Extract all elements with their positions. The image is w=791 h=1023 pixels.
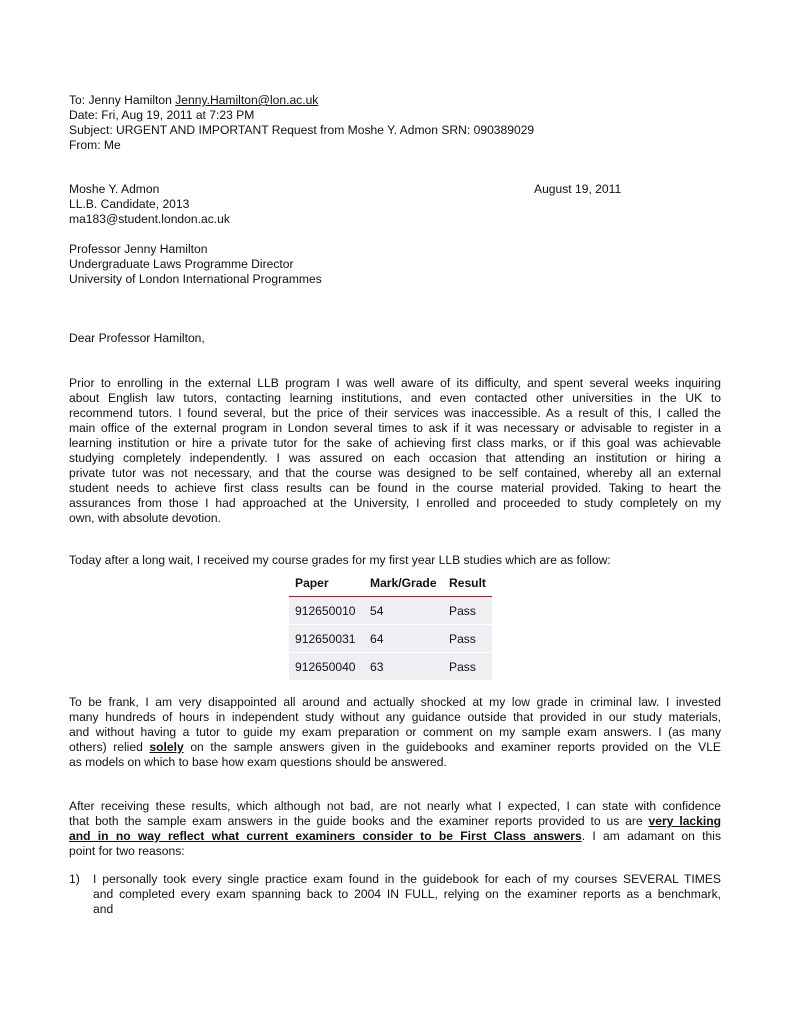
table-row xyxy=(289,653,492,681)
p3-line: To be frank, I am very disappointed all around and actually shocked at my low grade in criminal law. I invested xyxy=(69,695,721,709)
paper-cell: 912650040 xyxy=(289,653,364,681)
subject-header: Subject: URGENT AND IMPORTANT Request from Moshe Y. Admon SRN: 090389029 xyxy=(69,123,535,137)
table-row xyxy=(289,597,492,625)
p1-line: recommend tutors. I found several, but the price of their services was inaccessible. As a result of this, I called the xyxy=(69,406,721,420)
mark-cell: 54 xyxy=(364,597,443,625)
p3-text: others) relied xyxy=(69,740,150,754)
to-email-link[interactable]: Jenny.Hamilton@lon.ac.uk xyxy=(175,93,319,107)
sender-block xyxy=(69,182,721,227)
sender-degree: LL.B. Candidate, 2013 xyxy=(69,197,190,211)
p1-line: private tutor was not necessary, and that the course was designed to be self contained, whereby all an external xyxy=(69,466,721,480)
to-label: To: Jenny Hamilton xyxy=(69,93,176,107)
p1-line: student needs to achieve first class results can be found in the course material provided. Taking to heart the xyxy=(69,481,721,495)
mark-cell: 63 xyxy=(364,653,443,681)
p4-line: point for two reasons: xyxy=(69,844,185,858)
p1-line: main office of the external program in London several times to ask if it was necessary or advisable to register in a xyxy=(69,421,721,435)
list-number: 1) xyxy=(69,872,80,886)
grades-table xyxy=(289,569,492,681)
p4-line xyxy=(69,829,721,844)
p4-line: After receiving these results, which although not bad, are not nearly what I expected, I can state with confidence xyxy=(69,799,721,813)
result-cell: Pass xyxy=(443,625,492,653)
p1-line: studying completely independently. I was assured on each occasion that attending an institution or hiring a xyxy=(69,451,721,465)
p3-line: as models on which to base how exam questions should be answered. xyxy=(69,755,447,769)
email-header xyxy=(69,93,721,153)
letter-date: August 19, 2011 xyxy=(534,182,622,196)
list-line: I personally took every single practice exam found in the guidebook for each of my courses SEVERAL TIMES xyxy=(93,872,721,886)
recipient-block xyxy=(69,242,721,287)
very-lacking-emphasis: very lacking xyxy=(648,814,722,828)
sender-name: Moshe Y. Admon xyxy=(69,182,160,196)
recipient-name: Professor Jenny Hamilton xyxy=(69,242,208,256)
paragraph-1 xyxy=(69,376,721,526)
result-cell: Pass xyxy=(443,653,492,681)
list-item xyxy=(93,872,721,917)
grades-header-row xyxy=(289,569,492,597)
p1-line: Prior to enrolling in the external LLB program I was well aware of its difficulty, and spent several weeks inquiring xyxy=(69,376,721,390)
mark-cell: 64 xyxy=(364,625,443,653)
p3-line xyxy=(69,740,721,755)
salutation: Dear Professor Hamilton, xyxy=(69,331,205,345)
table-row xyxy=(289,625,492,653)
p4-text: that both the sample exam answers in the guide books and the examiner reports provided to us are xyxy=(69,814,649,828)
p1-line: assurances from those I had approached at the University, I enrolled and proceeded to study completely on my xyxy=(69,496,721,510)
first-class-emphasis: and in no way reflect what current examiners consider to be First Class answers xyxy=(69,829,582,843)
grades-intro: Today after a long wait, I received my course grades for my first year LLB studies which are as follow: xyxy=(69,553,611,567)
to-line xyxy=(69,93,721,108)
p3-line: and without having a tutor to guide my exam preparation or comment on my sample exam answers. I (as many xyxy=(69,725,721,739)
header-mark-grade: Mark/Grade xyxy=(364,569,443,597)
paragraph-3 xyxy=(69,695,721,770)
list-line: and completed every exam spanning back to 2004 IN FULL, relying on the examiner reports as a benchmark, xyxy=(93,887,721,901)
paper-cell: 912650010 xyxy=(289,597,364,625)
p3-line: many hundreds of hours in independent study without any guidance outside that provided in our study materials, xyxy=(69,710,721,724)
paper-cell: 912650031 xyxy=(289,625,364,653)
recipient-title: Undergraduate Laws Programme Director xyxy=(69,257,294,271)
result-cell: Pass xyxy=(443,597,492,625)
sender-email: ma183@student.london.ac.uk xyxy=(69,212,230,226)
p1-line: own, with absolute devotion. xyxy=(69,511,221,525)
paragraph-4 xyxy=(69,799,721,859)
list-line: and xyxy=(93,902,114,916)
p3-text: on the sample answers given in the guidebooks and examiner reports provided on the VLE xyxy=(183,740,721,754)
p4-line xyxy=(69,814,721,829)
p1-line: about English law tutors, contacting learning institutions, and even contacted other universities in the UK to xyxy=(69,391,721,405)
from-header: From: Me xyxy=(69,138,121,152)
p4-text: . I am adamant on this xyxy=(581,829,722,843)
solely-emphasis: solely xyxy=(149,740,184,754)
recipient-org: University of London International Programmes xyxy=(69,272,322,286)
header-paper: Paper xyxy=(289,569,364,597)
header-result: Result xyxy=(443,569,492,597)
date-header: Date: Fri, Aug 19, 2011 at 7:23 PM xyxy=(69,108,255,122)
p1-line: learning institution or hire a private tutor for the sake of achieving first class marks, or if this goal was achievable xyxy=(69,436,721,450)
